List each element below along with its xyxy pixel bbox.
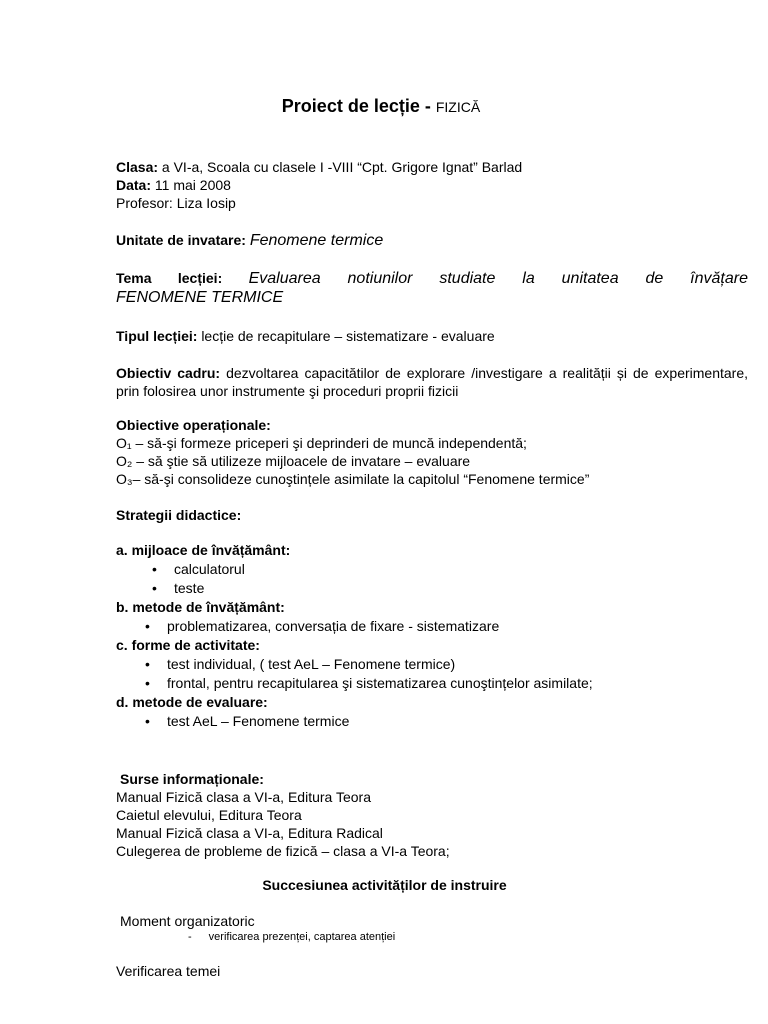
- strategii-c-list: [167, 655, 748, 693]
- list-item: • test AeL – Fenomene termice: [167, 712, 748, 731]
- strategii-label-text: Strategii didactice:: [116, 507, 242, 523]
- strategii-section: [116, 541, 748, 731]
- tipul-label: Tipul lecției:: [116, 328, 202, 344]
- header-info: [116, 158, 748, 212]
- list-item: • test individual, ( test AeL – Fenomene termice): [167, 655, 748, 674]
- tema-section: [116, 269, 748, 307]
- obiectiv-cadru-section: [116, 364, 748, 400]
- list-item: • teste: [174, 579, 748, 598]
- strategii-d-list: [167, 712, 748, 731]
- obiectiv-cadru-value: dezvoltarea capacitătilor de explorare /investigare a realității și de experimentare, prin folosirea unor instrumente şi proceduri proprii fizicii: [116, 365, 748, 399]
- obiective-label: Obiective operaționale:: [116, 417, 271, 433]
- obiectiv-item: O₂ – să ştie să utilizeze mijloacele de invatare – evaluare: [116, 453, 471, 469]
- surse-item: Caietul elevului, Editura Teora: [116, 807, 302, 823]
- surse-label: Surse informaționale:: [120, 771, 264, 787]
- list-item: • frontal, pentru recapitularea şi sistematizarea cunoştințelor asimilate;: [167, 674, 748, 693]
- succesiunea-title: [116, 876, 653, 894]
- moment-sub-text: verificarea prezenței, captarea atenției: [208, 931, 396, 943]
- tipul-section: [116, 327, 748, 345]
- data-label: Data:: [116, 177, 152, 193]
- succesiunea-title-text: Succesiunea activităților de instruire: [262, 877, 507, 893]
- surse-section: [116, 770, 752, 860]
- profesor: Profesor: Liza Iosip: [116, 195, 236, 211]
- tema-value-line1: Evaluarea notiunilor studiate la unitatea de învățare: [248, 270, 748, 287]
- title-main: Proiect de lecție -: [281, 96, 436, 116]
- strategii-a-label: a. mijloace de învățământ:: [116, 542, 291, 558]
- strategii-b-list: [167, 617, 748, 636]
- tema-value-line2: FENOMENE TERMICE: [116, 289, 284, 306]
- page-title: [116, 94, 646, 119]
- obiective-operationale-section: [116, 416, 748, 488]
- tema-label: Tema lecției:: [116, 270, 249, 286]
- strategii-c-label: c. forme de activitate:: [116, 637, 260, 653]
- tipul-value: lecție de recapitulare – sistematizare - evaluare: [201, 328, 495, 344]
- strategii-label: [116, 506, 748, 524]
- surse-item: Manual Fizică clasa a VI-a, Editura Teora: [116, 789, 371, 805]
- clasa-label: Clasa:: [116, 159, 159, 175]
- surse-item: Manual Fizică clasa a VI-a, Editura Radical: [116, 825, 383, 841]
- surse-item: Culegerea de probleme de fizică – clasa a VI-a Teora;: [116, 843, 450, 859]
- list-item: • problematizarea, conversația de fixare - sistematizare: [167, 617, 748, 636]
- title-subject: FIZICĂ: [435, 99, 481, 115]
- obiectiv-item: O₃– să-şi consolideze cunoştințele asimilate la capitolul “Fenomene termice”: [116, 471, 590, 487]
- strategii-a-list: [174, 560, 748, 598]
- dash-marker: -: [188, 931, 192, 943]
- data-value: 11 mai 2008: [151, 177, 231, 193]
- obiectiv-cadru-label: Obiectiv cadru:: [116, 365, 221, 381]
- unitate-label: Unitate de invatare:: [116, 232, 250, 248]
- unitate-section: [116, 231, 748, 250]
- list-item: • calculatorul: [174, 560, 748, 579]
- clasa-value: a VI-a, Scoala cu clasele I -VIII “Cpt. Grigore Ignat” Barlad: [158, 159, 523, 175]
- obiectiv-item: O₁ – să-şi formeze priceperi şi deprinderi de muncă independentă;: [116, 435, 527, 451]
- unitate-value: Fenomene termice: [249, 232, 384, 249]
- moment-sub-item: [188, 930, 768, 944]
- moment-organizatoric: Moment organizatoric: [120, 913, 255, 929]
- verificarea-temei: Verificarea temei: [116, 963, 221, 979]
- strategii-b-label: b. metode de învățământ:: [116, 599, 285, 615]
- strategii-d-label: d. metode de evaluare:: [116, 694, 268, 710]
